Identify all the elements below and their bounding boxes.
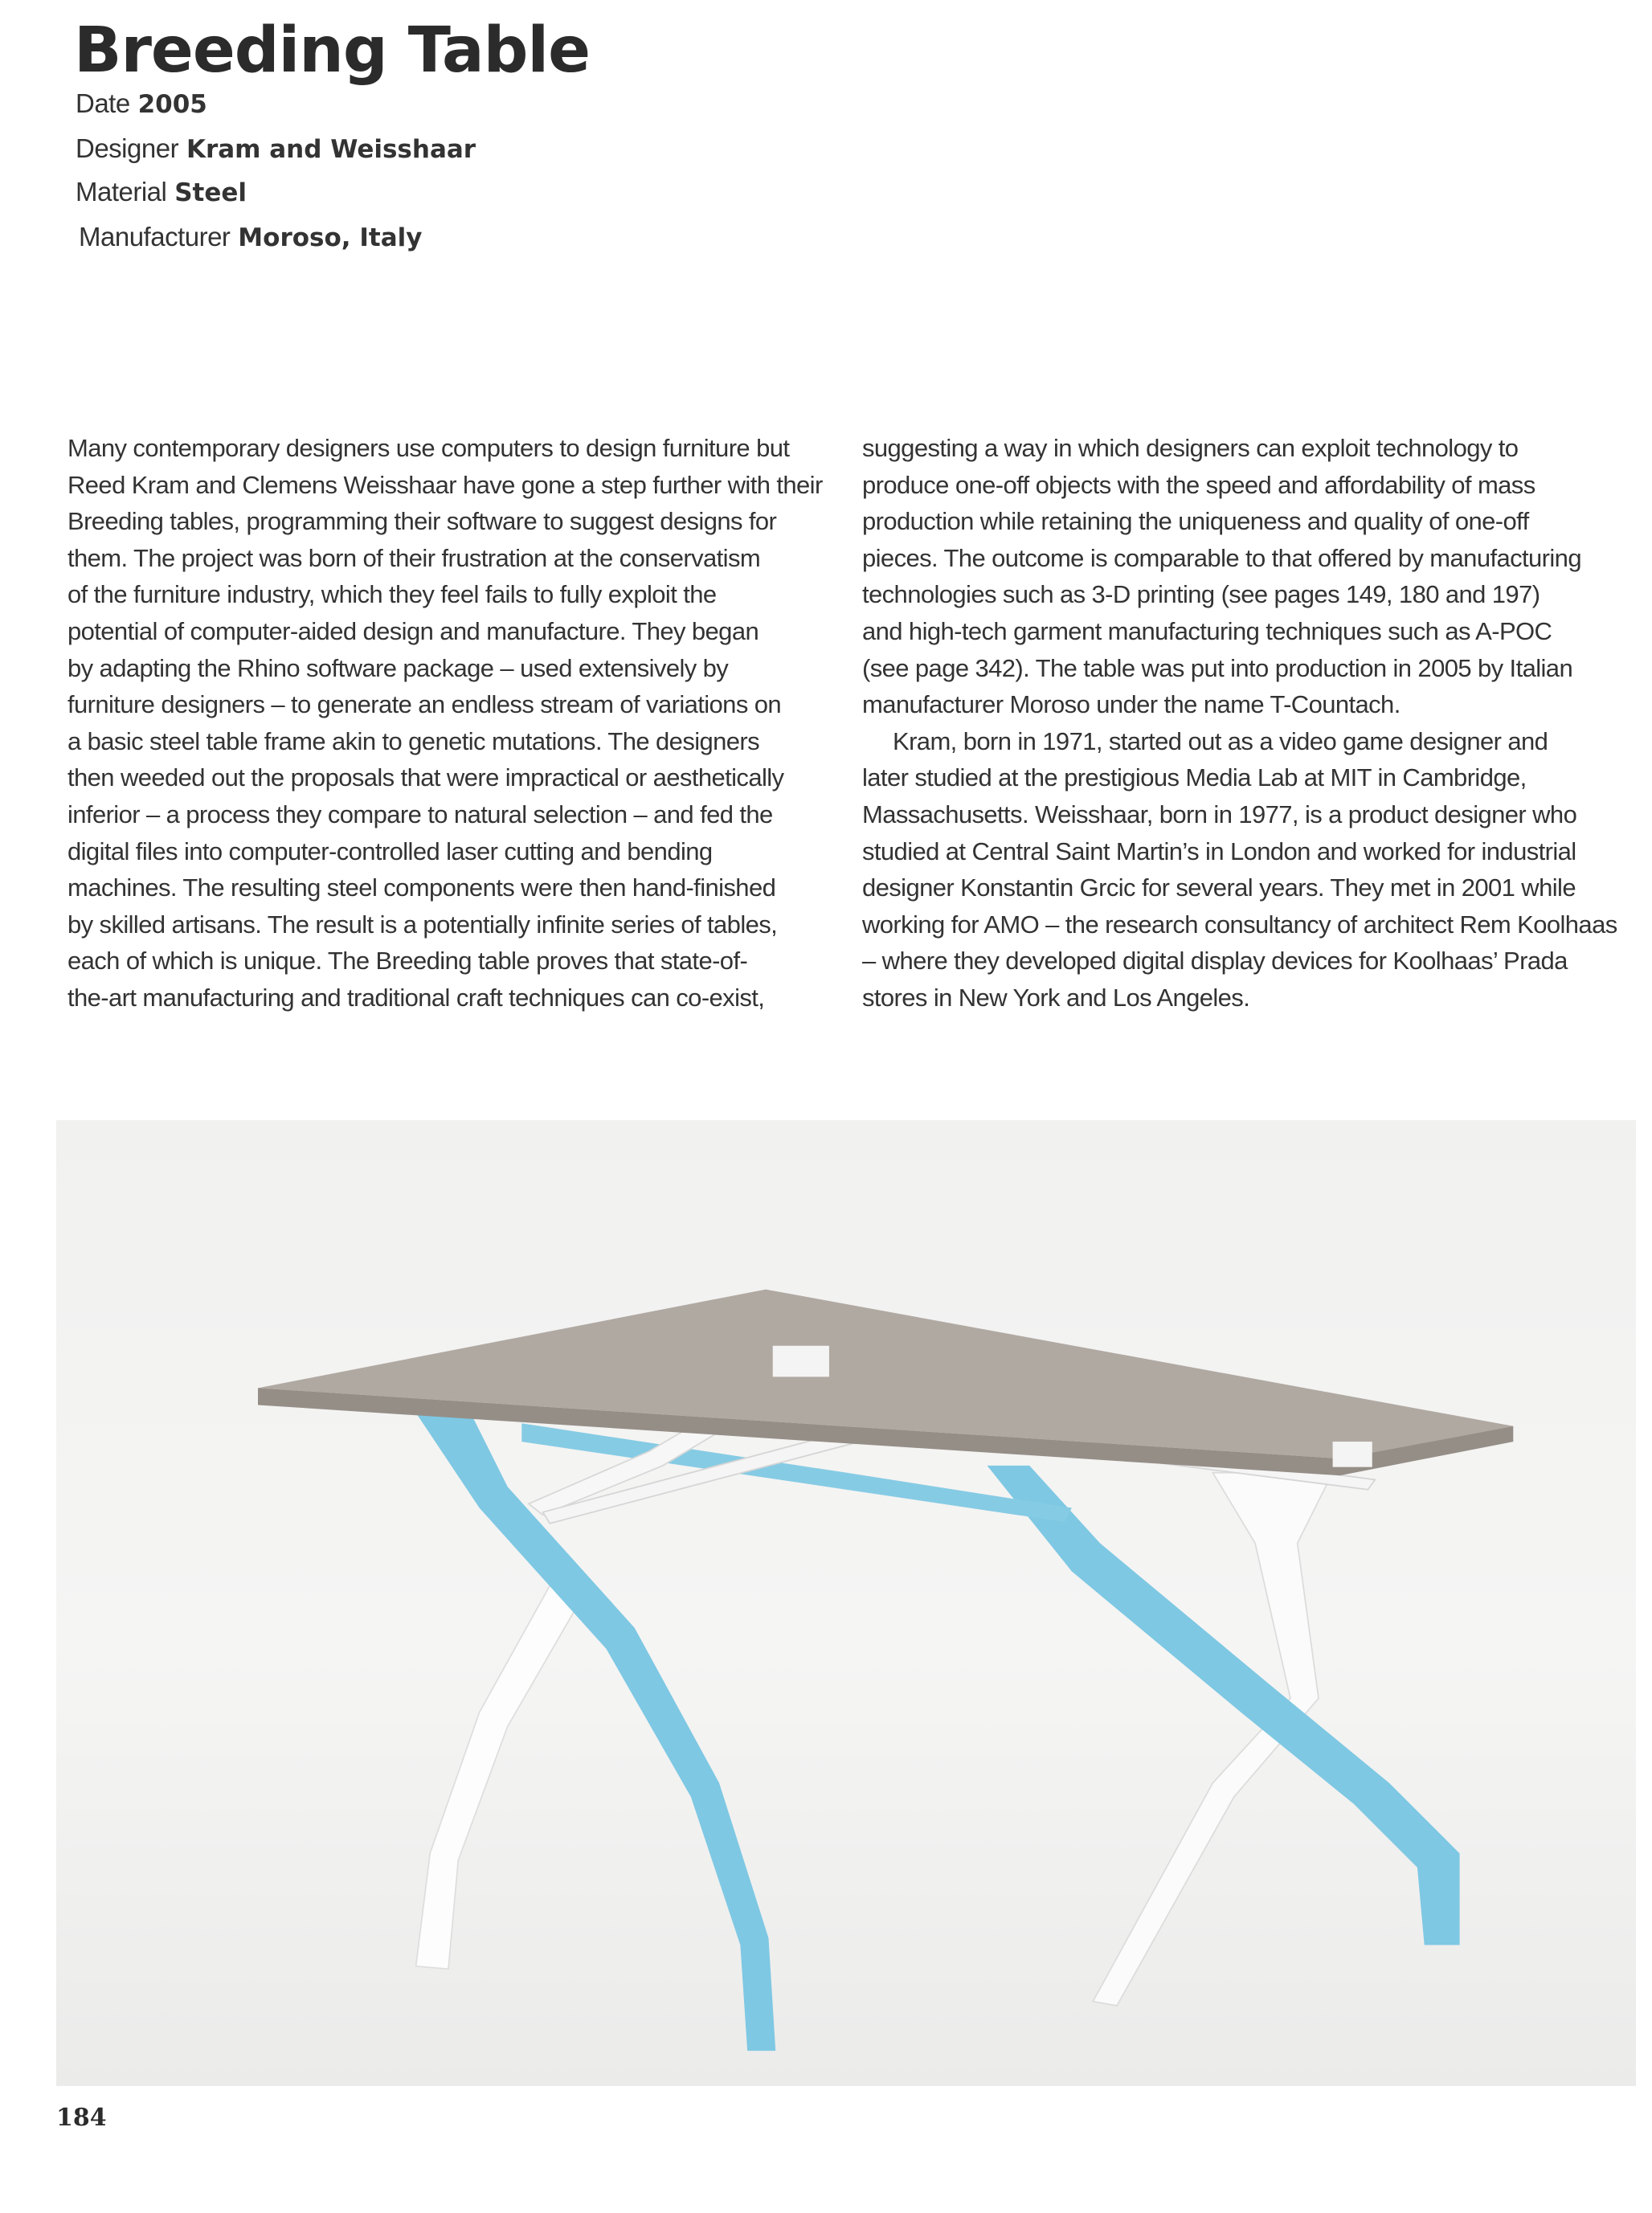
- body-text-line: of the furniture industry, which they feel fails to fully exploit the: [67, 580, 717, 609]
- body-text-line: Breeding tables, programming their software to suggest designs for: [67, 507, 777, 536]
- body-text-line: production while retaining the uniqueness and quality of one-off: [862, 507, 1529, 536]
- body-text-line: Kram, born in 1971, started out as a video game designer and: [893, 726, 1548, 755]
- body-text-line: inferior – a process they compare to natural selection – and fed the: [67, 800, 773, 828]
- meta-material: [76, 177, 247, 207]
- body-text-line: Reed Kram and Clemens Weisshaar have gone a step further with their: [67, 470, 823, 499]
- body-text-line: (see page 342). The table was put into production in 2005 by Italian: [862, 653, 1573, 682]
- body-column-right: [862, 430, 1642, 1017]
- body-text-line: by adapting the Rhino software package – used extensively by: [67, 653, 729, 682]
- body-text-line: machines. The resulting steel components were then hand-finished: [67, 873, 776, 902]
- body-text-line: them. The project was born of their frustration at the conservatism: [67, 543, 761, 572]
- body-text-line: working for AMO – the research consultancy of architect Rem Koolhaas: [862, 910, 1617, 939]
- body-text-line: a basic steel table frame akin to genetic mutations. The designers: [67, 726, 760, 755]
- page-number: 184: [56, 2104, 107, 2132]
- bracket: [773, 1346, 829, 1377]
- meta-label: Manufacturer: [79, 222, 231, 252]
- meta-value: 2005: [137, 90, 207, 119]
- meta-value: Moroso, Italy: [238, 223, 423, 252]
- meta-designer: [76, 133, 476, 164]
- white-leg-front-left: [416, 1585, 581, 1969]
- body-text-line: studied at Central Saint Martin’s in London and worked for industrial: [862, 837, 1576, 865]
- body-text-line: later studied at the prestigious Media Lab at MIT in Cambridge,: [862, 763, 1527, 792]
- meta-value: Steel: [174, 178, 247, 207]
- meta-label: Material: [76, 177, 167, 207]
- blue-leg-right: [988, 1466, 1460, 1945]
- body-text-line: – where they developed digital display devices for Koolhaas’ Prada: [862, 947, 1568, 976]
- body-text-line: stores in New York and Los Angeles.: [862, 983, 1250, 1012]
- body-text-line: pieces. The outcome is comparable to that offered by manufacturing: [862, 543, 1581, 572]
- meta-label: Date: [76, 88, 130, 118]
- table-illustration: [56, 1120, 1636, 2086]
- body-text-line: furniture designers – to generate an endless stream of variations on: [67, 690, 782, 719]
- body-text-line: digital files into computer-controlled laser cutting and bending: [67, 837, 713, 865]
- body-text-line: Massachusetts. Weisshaar, born in 1977, is a product designer who: [862, 800, 1577, 828]
- breeding-table-photo: [56, 1120, 1636, 2086]
- meta-manufacturer: [79, 222, 422, 252]
- body-text-line: suggesting a way in which designers can exploit technology to: [862, 434, 1519, 462]
- body-text-line: manufacturer Moroso under the name T-Countach.: [862, 690, 1401, 719]
- body-text-line: designer Konstantin Grcic for several years. They met in 2001 while: [862, 873, 1576, 902]
- body-text-line: then weeded out the proposals that were impractical or aesthetically: [67, 763, 784, 792]
- meta-label: Designer: [76, 133, 179, 163]
- body-text-line: each of which is unique. The Breeding table proves that state-of-: [67, 947, 748, 976]
- meta-value: Kram and Weisshaar: [186, 135, 476, 164]
- body-text-line: the-art manufacturing and traditional craft techniques can co-exist,: [67, 983, 765, 1012]
- body-text-line: by skilled artisans. The result is a potentially infinite series of tables,: [67, 910, 778, 939]
- body-text-line: technologies such as 3-D printing (see pages 149, 180 and 197): [862, 580, 1540, 609]
- body-text-line: produce one-off objects with the speed and affordability of mass: [862, 470, 1535, 499]
- body-text-line: and high-tech garment manufacturing techniques such as A-POC: [862, 616, 1552, 645]
- body-text-line: Many contemporary designers use computers to design furniture but: [67, 434, 790, 462]
- meta-date: [76, 88, 207, 119]
- body-text-line: potential of computer-aided design and manufacture. They began: [67, 616, 759, 645]
- bracket: [1333, 1442, 1372, 1467]
- body-column-left: [67, 430, 847, 1017]
- page-title: Breeding Table: [74, 14, 591, 87]
